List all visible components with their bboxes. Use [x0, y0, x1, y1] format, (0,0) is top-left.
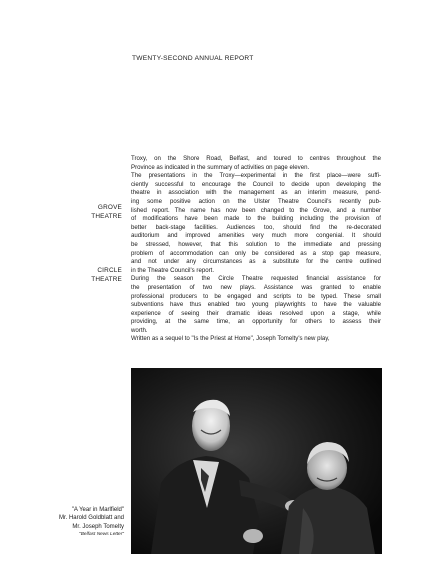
body-line: in the Theatre Council's report. — [131, 266, 215, 274]
body-line: theatre in association with the management as an interim measure, pend- — [131, 189, 381, 197]
body-line: worth. — [131, 326, 148, 334]
side-heading-circle — [66, 267, 122, 285]
body-line: ciently successful to encourage the Council to decide upon developing the — [131, 180, 381, 188]
body-line: The presentations in the Troxy—experimental in the first place—were suffi- — [131, 172, 381, 180]
body-line: providing, at the same time, an opportunity for others to assess their — [131, 318, 381, 326]
caption-line-2: Mr. Joseph Tomelty — [72, 523, 124, 530]
side-heading-grove-line-1: GROVE — [97, 204, 122, 211]
side-heading-grove-line-2: THEATRE — [91, 212, 122, 220]
body-text — [131, 155, 381, 344]
body-line: better back-stage facilities. Audiences too, should find the re-decorated — [131, 223, 381, 231]
body-line: Troxy, on the Shore Road, Belfast, and toured to centres throughout the — [131, 155, 381, 162]
body-line: of modifications have been made to the building including the provision of — [131, 215, 381, 223]
body-line: the presentation of two new plays. Assistance was granted to enable — [131, 283, 381, 291]
body-line: lished report. The name has now been changed to the Grove, and a number — [131, 206, 381, 214]
caption-title: "A Year in Marlfield" — [71, 507, 124, 513]
photo-caption — [20, 506, 124, 540]
body-line: Written as a sequel to "Is the Priest at Home", Joseph Tomelty's new play, — [131, 335, 330, 343]
body-line: and not under any circumstances as a substitute for the centre outlined — [131, 258, 381, 266]
body-line: experience of seeing their dramatic ideas resolved upon a stage, while — [131, 309, 381, 317]
caption-line-1: Mr. Harold Goldblatt and — [58, 515, 124, 522]
body-line: ing some positive action on the Ulster Theatre Council's recently pub- — [131, 197, 381, 205]
body-line: Province as indicated in the summary of activities on page eleven. — [131, 163, 310, 171]
body-line: During the season the Circle Theatre requested financial assistance for — [131, 275, 381, 283]
side-heading-grove — [66, 204, 122, 222]
body-line: professional producers to be engaged and scripts to be typed. These small — [131, 292, 381, 300]
body-line: be stressed, however, that this solution to the immediate and pressing — [131, 240, 381, 248]
body-line: auditorium and improved amenities very much more congenial. It should — [131, 232, 381, 240]
body-line: problem of accommodation can only be considered as a stop gap measure, — [131, 249, 381, 257]
side-heading-circle-line-2: THEATRE — [91, 275, 122, 283]
running-title: TWENTY-SECOND ANNUAL REPORT — [132, 55, 254, 62]
body-line: subventions have thus enabled two young playwrights to have the valuable — [131, 301, 381, 309]
side-heading-circle-line-1: CIRCLE — [97, 267, 122, 274]
two-men-photograph — [131, 368, 382, 554]
photo-credit: "Belfast News Letter" — [79, 532, 124, 538]
